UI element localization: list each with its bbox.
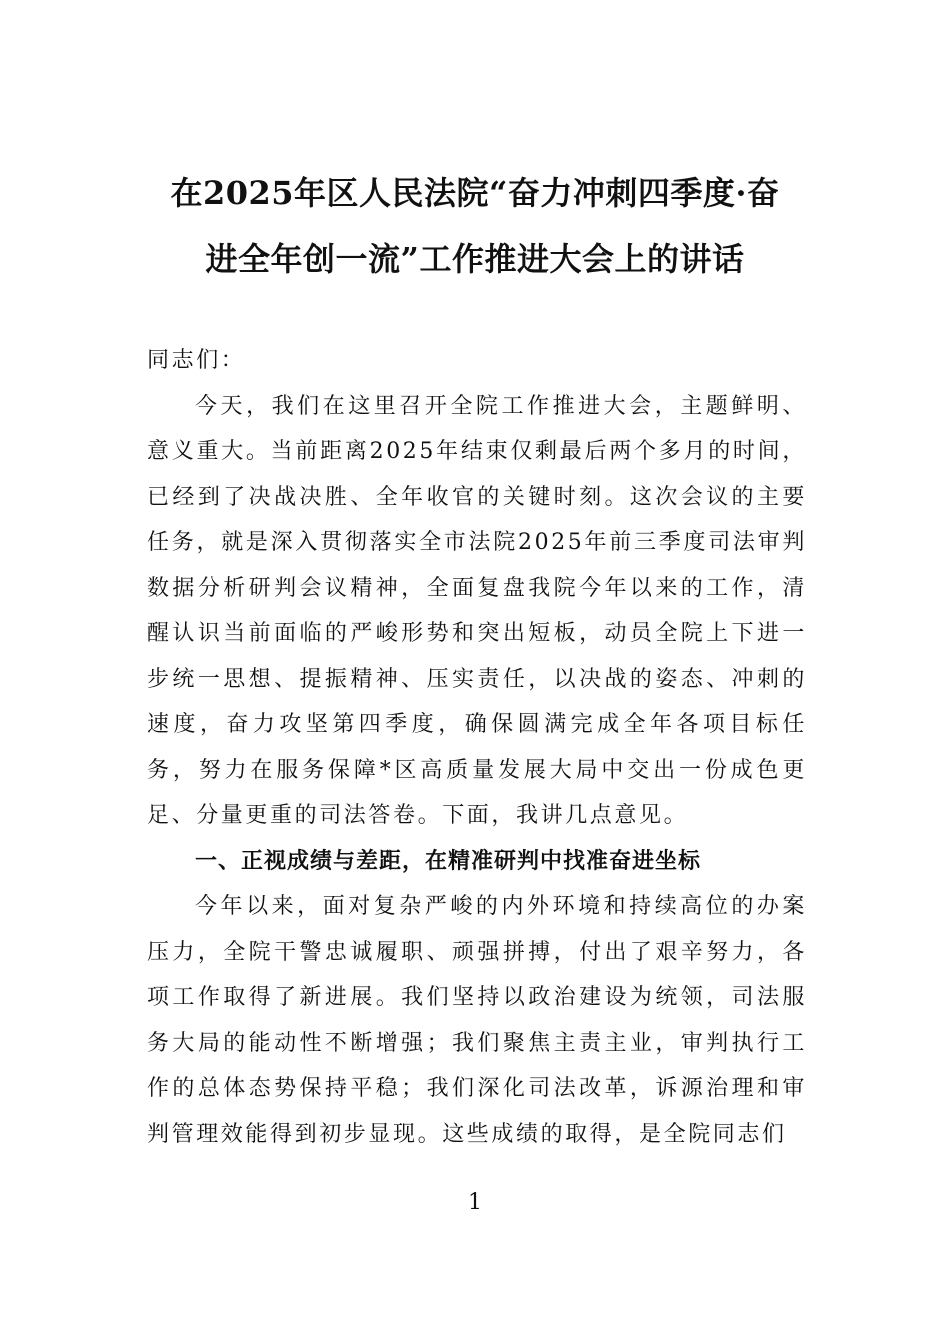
page-number: 1 (468, 1190, 482, 1215)
section-1-heading: 一、正视成绩与差距，在精准研判中找准奋进坐标 (195, 848, 702, 874)
salutation: 同志们： (147, 348, 246, 373)
document-title (130, 160, 820, 292)
document-body (147, 338, 807, 1157)
intro-paragraph: 今天，我们在这里召开全院工作推进大会，主题鲜明、意义重大。当前距离2025年结束仅剩最后两个多月的时间，已经到了决战决胜、全年收官的关键时刻。这次会议的主要任务，就是深入贯彻落实全市法院2025年前三季度司法审判数据分析研判会议精神，全面复盘我院今年以来的工作，清醒认识当前面临的严峻形势和突出短板，动员全院上下进一步统一思想、提振精神、压实责任，以决战的姿态、冲刺的速度，奋力攻坚第四季度，确保圆满完成全年各项目标任务，努力在服务保障*区高质量发展大局中交出一份成色更足、分量更重的司法答卷。下面，我讲几点意见。 (147, 393, 807, 828)
title-line-1: 在2025年区人民法院“奋力冲刺四季度·奋 (170, 174, 780, 212)
section-1-paragraph: 今年以来，面对复杂严峻的内外环境和持续高位的办案压力，全院干警忠诚履职、顽强拼搏，付出了艰辛努力，各项工作取得了新进展。我们坚持以政治建设为统领，司法服务大局的能动性不断增强；我们聚焦主责主业，审判执行工作的总体态势保持平稳；我们深化司法改革，诉源治理和审判管理效能得到初步显现。这些成绩的取得，是全院同志们 (147, 894, 807, 1147)
title-line-2: 进全年创一流”工作推进大会上的讲话 (205, 240, 745, 278)
